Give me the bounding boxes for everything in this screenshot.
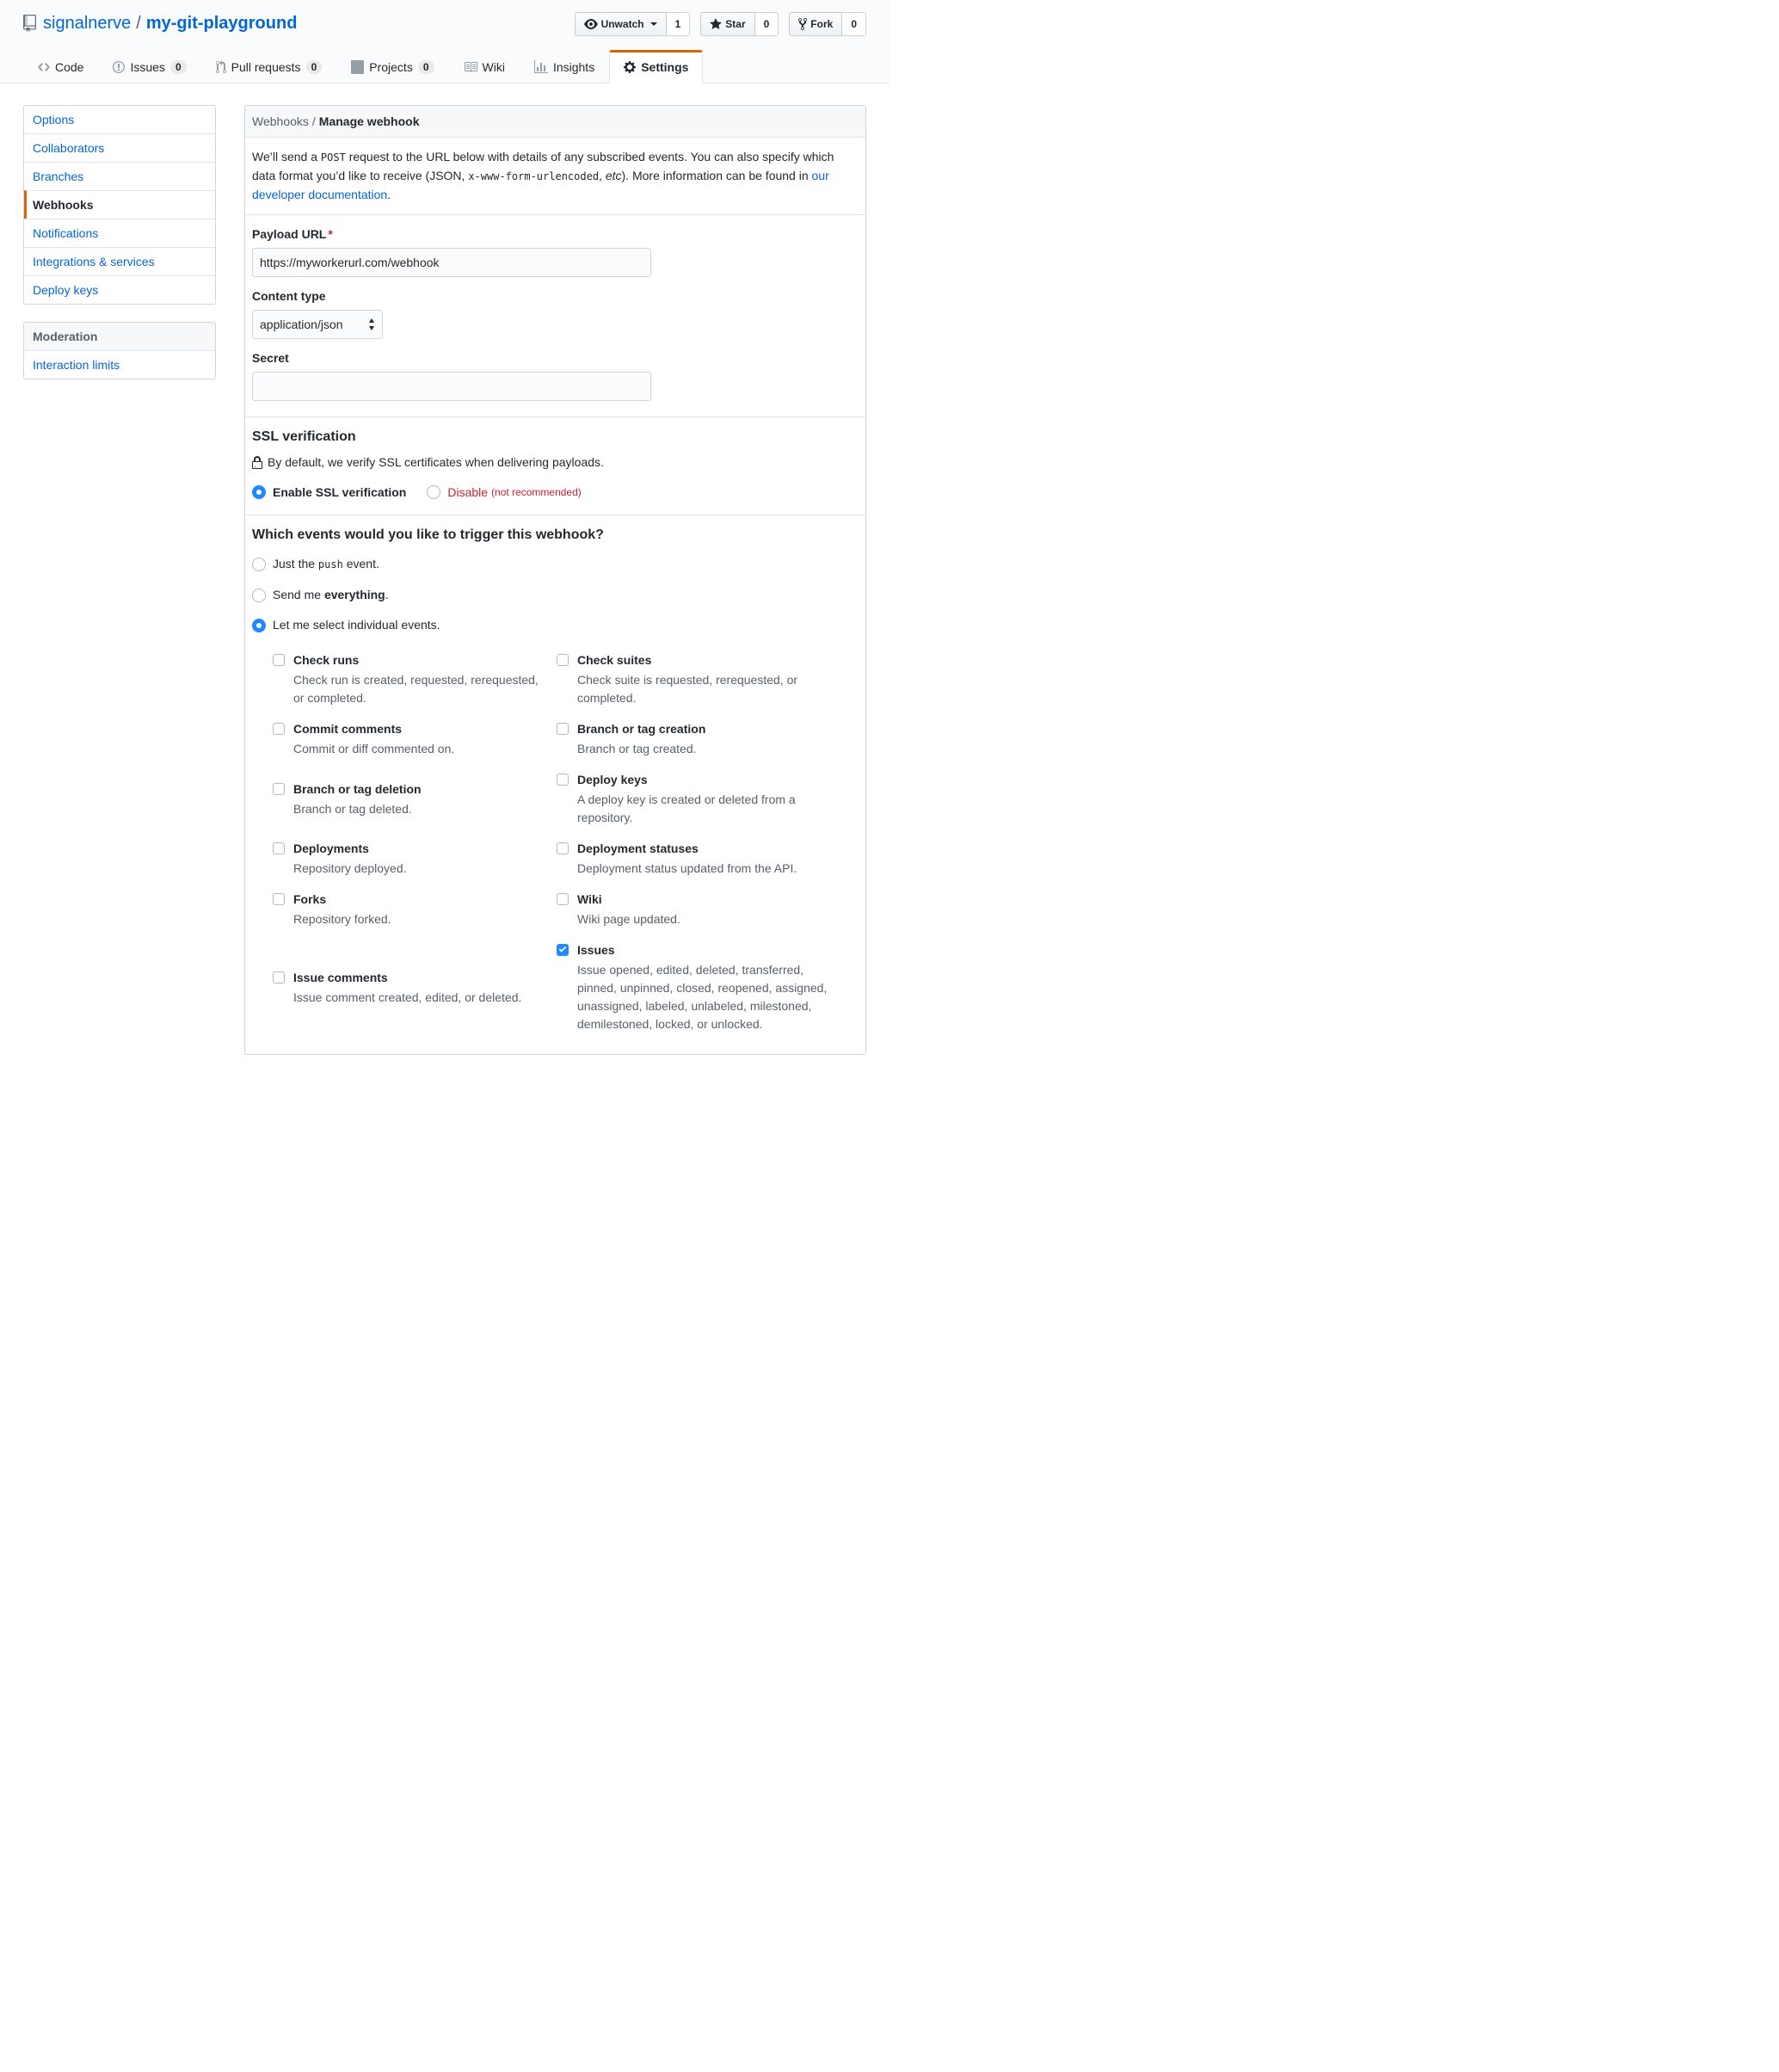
event-deploy-keys [557,771,840,827]
settings-layout [23,105,866,1055]
event-issues [557,941,840,1033]
intro-code-post: POST [320,151,346,163]
push-label-pre: Just the [273,557,318,570]
fork-label: Fork [810,18,834,30]
disable-ssl-label: Disable [447,485,489,499]
graph-icon [534,60,548,74]
event-desc: Commit or diff commented on. [293,742,455,755]
settings-menu [23,105,216,305]
everything-radio[interactable] [252,589,266,602]
deploy-keys-checkbox[interactable] [557,774,569,786]
projects-counter: 0 [418,60,434,74]
unwatch-button[interactable] [575,12,667,36]
project-icon [351,60,364,74]
events-grid [273,651,859,1033]
push-label-post: event. [342,557,379,570]
sidebar-item-integrations[interactable]: Integrations & services [24,247,215,275]
payload-url-input[interactable] [252,248,651,277]
ssl-verification-section [245,417,865,515]
repo-icon [23,15,36,32]
webhook-form-section [245,215,865,417]
enable-ssl-label: Enable SSL verification [273,485,407,499]
event-check-runs [273,651,557,707]
secret-label: Secret [252,351,289,365]
deployments-checkbox[interactable] [273,842,285,854]
content-type-label: Content type [252,289,326,303]
tab-pull-requests[interactable] [201,50,337,83]
star-count[interactable]: 0 [755,12,779,36]
tab-settings[interactable] [609,50,703,83]
secret-group [252,351,859,401]
issues-counter: 0 [170,60,187,74]
tab-projects-label: Projects [369,60,413,74]
event-option-individual [252,616,859,634]
disable-ssl-option [427,485,581,499]
sidebar-item-options[interactable]: Options [33,113,75,126]
page-header [0,0,890,83]
content-type-select[interactable] [252,310,383,339]
star-label: Star [725,18,746,30]
intro-text-2: request to the URL below with details of any subscribed events. You can also specify which data format you’d like to receive (JSON, [252,150,834,182]
sidebar-item-interaction-limits[interactable]: Interaction limits [33,358,120,372]
events-heading: Which events would you like to trigger this webhook? [252,527,604,542]
breadcrumb-separator: / [311,114,316,128]
fork-group [789,12,866,36]
star-group [700,12,779,36]
webhook-intro-text [252,148,859,204]
intro-code-urlencoded: x-www-form-urlencoded [468,170,600,182]
check-icon [558,946,567,954]
event-deployment-statuses [557,840,840,878]
event-title: Issue comments [293,970,388,984]
manage-webhook-panel [244,105,866,1055]
event-title: Forks [293,892,327,906]
event-title: Wiki [577,892,602,906]
events-section [245,515,865,1054]
eye-icon [584,17,598,31]
forks-checkbox[interactable] [273,893,285,905]
event-desc: Branch or tag created. [577,742,697,755]
payload-url-label-text: Payload URL [252,227,327,241]
individual-events-label: Let me select individual events. [273,618,440,632]
webhook-settings-main [244,105,866,1055]
event-title: Check suites [577,653,652,667]
event-wiki [557,891,840,928]
intro-text-4: ). More information can be found in [621,169,812,182]
required-asterisk: * [328,227,333,241]
push-event-radio[interactable] [252,558,266,571]
event-commit-comments [273,720,557,758]
commit-comments-checkbox[interactable] [273,723,285,735]
payload-url-group [252,227,859,277]
event-title: Deployments [293,842,369,855]
check-suites-checkbox[interactable] [557,654,569,666]
branch-tag-deletion-checkbox[interactable] [273,783,285,795]
tab-issues[interactable] [98,50,200,83]
ssl-note-text: By default, we verify SSL certificates when delivering payloads. [268,455,604,469]
event-desc: A deploy key is created or deleted from a repository. [577,792,796,824]
event-desc: Issue opened, edited, deleted, transferred, pinned, unpinned, closed, reopened, assigned, unassigned, labeled, unlabeled, milestoned, demilestoned, locked, or unlocked. [577,963,828,1031]
intro-text-5: . [387,188,391,201]
check-runs-checkbox[interactable] [273,654,285,666]
individual-events-radio[interactable] [252,619,266,632]
everything-label-post: . [385,588,389,601]
pull-requests-counter: 0 [306,60,323,74]
git-pull-request-icon [216,60,226,74]
fork-icon [798,17,807,31]
code-icon [38,60,50,74]
breadcrumb-webhooks-link[interactable]: Webhooks [252,114,309,128]
gear-icon [624,60,636,74]
push-event-label [273,555,379,574]
tab-wiki-label: Wiki [482,60,505,74]
disable-ssl-note: (not recommended) [491,486,582,498]
intro-etc: etc [605,169,622,182]
sidebar-item-collaborators[interactable]: Collaborators [24,133,215,162]
everything-label [273,586,389,604]
select-arrows-icon [368,318,375,330]
tab-insights[interactable] [520,50,609,83]
event-deployments [273,840,557,878]
event-desc: Check run is created, requested, rerequested, or completed. [293,673,539,705]
lock-icon [252,456,262,470]
ssl-heading: SSL verification [252,429,356,444]
tab-wiki[interactable] [449,50,520,83]
disable-ssl-radio[interactable] [427,485,440,499]
watch-count[interactable]: 1 [667,12,691,36]
ssl-radio-row [252,485,859,499]
branch-tag-creation-checkbox[interactable] [557,723,569,735]
breadcrumb [245,106,865,138]
event-desc: Check suite is requested, rerequested, or completed. [577,673,798,705]
event-branch-tag-deletion [273,780,557,818]
event-desc: Wiki page updated. [577,912,680,926]
developer-documentation-link[interactable]: our developer documentation [252,169,829,201]
event-title: Deployment statuses [577,842,699,855]
tab-projects[interactable] [336,50,448,83]
issue-comments-checkbox[interactable] [273,971,285,984]
repo-separator: / [136,14,141,33]
event-title: Check runs [293,653,360,667]
everything-label-pre: Send me [273,588,324,601]
repo-name-link[interactable]: my-git-playground [145,14,298,33]
payload-url-label [252,227,859,241]
event-option-everything [252,586,859,604]
event-option-push [252,555,859,574]
tab-code[interactable] [23,50,98,83]
star-icon [710,17,722,31]
fork-count[interactable]: 0 [842,12,866,36]
event-title: Branch or tag creation [577,722,706,736]
sidebar-item-branches[interactable]: Branches [24,162,215,190]
everything-label-bold: everything [323,588,385,601]
event-title: Commit comments [293,722,403,736]
enable-ssl-radio[interactable] [252,485,266,499]
event-title: Branch or tag deletion [293,781,422,796]
tab-settings-label: Settings [641,59,689,74]
intro-text-1: We’ll send a [252,150,321,163]
event-desc: Branch or tag deleted. [293,801,412,816]
chevron-down-icon [650,22,657,29]
moderation-heading: Moderation [24,323,215,351]
event-desc: Repository forked. [293,912,391,926]
event-title: Deploy keys [577,773,648,786]
event-forks [273,891,557,928]
repo-actions [575,12,866,36]
secret-input[interactable] [252,372,651,401]
intro-text-3: , [599,169,606,182]
watch-group [575,12,691,36]
tab-issues-label: Issues [130,60,165,74]
event-desc: Issue comment created, edited, or deleted. [293,990,522,1004]
push-label-code: push [317,558,343,570]
moderation-menu [23,322,216,379]
ssl-note [252,453,859,472]
wiki-checkbox[interactable] [557,893,569,905]
event-issue-comments [273,969,557,1007]
repo-header [23,0,866,36]
settings-sidebar [23,105,216,379]
issue-opened-icon [113,60,125,74]
sidebar-item-webhooks[interactable]: Webhooks [24,190,215,219]
star-button[interactable] [700,12,754,36]
tab-pull-requests-label: Pull requests [231,60,301,74]
tab-insights-label: Insights [552,60,595,74]
event-branch-tag-creation [557,720,840,758]
unwatch-label: Unwatch [600,18,644,30]
event-title: Issues [577,943,615,957]
repo-tabs [23,50,866,83]
event-desc: Deployment status updated from the API. [577,861,797,875]
deployment-statuses-checkbox[interactable] [557,842,569,854]
repo-title [23,12,297,34]
webhook-intro-section [245,138,865,215]
page-title: Manage webhook [318,114,420,128]
issues-checkbox[interactable] [557,944,569,956]
event-check-suites [557,651,840,707]
content-type-group [252,289,859,339]
tab-code-label: Code [55,60,84,74]
event-desc: Repository deployed. [293,861,407,875]
book-icon [464,60,477,74]
content-type-value: application/json [260,318,343,331]
sidebar-item-deploy-keys[interactable]: Deploy keys [24,275,215,304]
sidebar-item-notifications[interactable]: Notifications [24,219,215,247]
repo-owner-link[interactable]: signalnerve [43,14,132,33]
fork-button[interactable] [789,12,842,36]
